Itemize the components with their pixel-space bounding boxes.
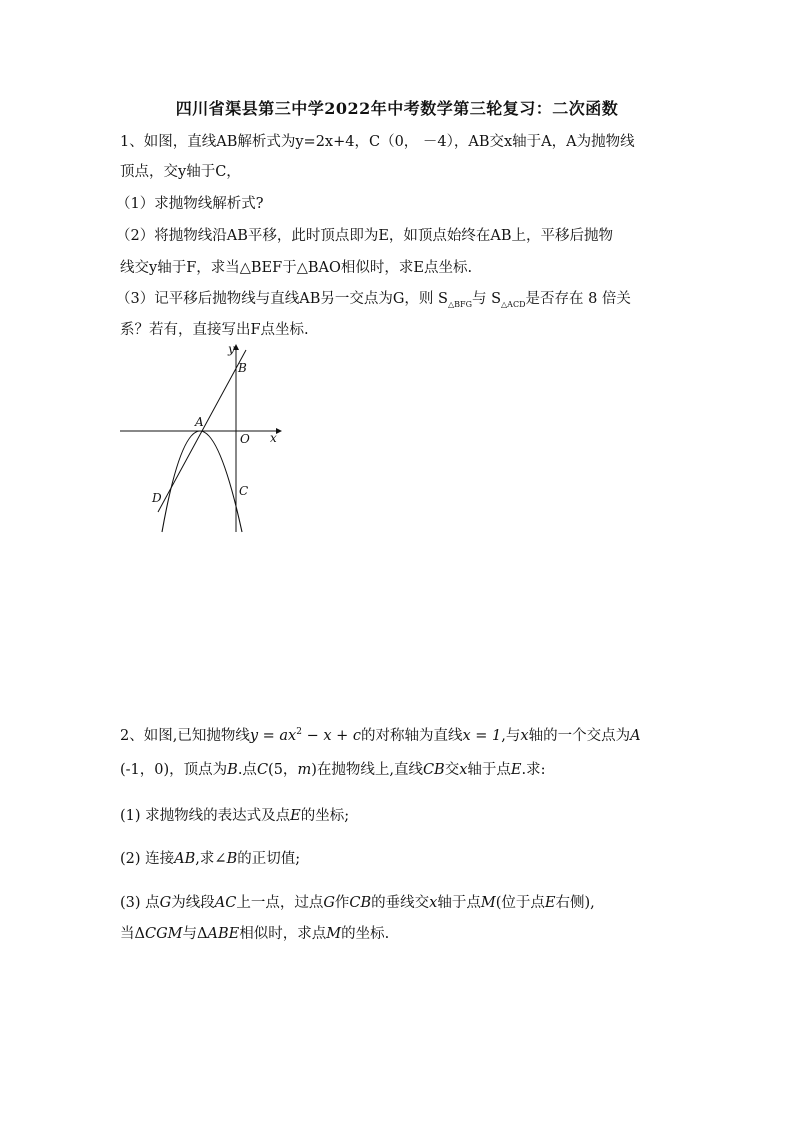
- q2-math: x: [520, 728, 529, 744]
- q2-line2: [120, 758, 545, 779]
- label-c: C: [239, 484, 249, 498]
- label-x: x: [270, 431, 277, 445]
- page-title: 四川省渠县第三中学2022年中考数学第三轮复习：二次函数: [175, 99, 619, 118]
- q2-text: (1) 求抛物线的表达式及点: [120, 808, 291, 824]
- q1-part2a: （2）将抛物线沿AB平移，此时顶点即为E，如顶点始终在AB上，平移后抛物: [116, 228, 614, 244]
- x-axis-arrow: [276, 428, 282, 434]
- q2-math: B: [227, 762, 238, 778]
- q2-math: M: [326, 926, 342, 942]
- q2-text: (5，: [268, 762, 298, 778]
- q2-text: ,与: [501, 728, 521, 744]
- parabola-figure: [118, 342, 288, 537]
- q1-part3a: [116, 287, 631, 308]
- q2-math: E: [510, 762, 522, 778]
- label-d: D: [152, 491, 162, 505]
- q2-math: B: [226, 851, 238, 867]
- q2-math: x: [429, 895, 438, 911]
- q2-math: AC: [214, 895, 237, 911]
- q2-text: 上一点，过点: [236, 895, 324, 911]
- label-a: A: [195, 415, 204, 429]
- q2-math: G: [159, 895, 172, 911]
- q2-text: 相似时，求点: [239, 926, 327, 942]
- q2-text: 的垂线交: [371, 895, 430, 911]
- q2-text: (-1，0)，顶点为: [120, 762, 228, 778]
- q2-math: x: [459, 762, 468, 778]
- q1-part3a-mid: 与 S: [471, 291, 502, 307]
- q1-line2: 顶点，交y轴于C，: [120, 164, 241, 180]
- q1-part3a-sub1: △BFG: [447, 299, 472, 309]
- q2-text: .点: [237, 762, 257, 778]
- label-o: O: [240, 432, 250, 446]
- q2-math: CB: [422, 762, 445, 778]
- q2-text: 轴的一个交点为: [528, 728, 631, 744]
- label-y: y: [228, 342, 235, 356]
- q2-math: M: [480, 895, 496, 911]
- q2-math: ABE: [207, 926, 240, 942]
- q2-text: 轴于点: [467, 762, 511, 778]
- q2-text: 为线段: [171, 895, 215, 911]
- q2-math: m: [297, 762, 312, 778]
- q2-part2: [120, 847, 300, 868]
- q1-part3b: 系？若有，直接写出F点坐标.: [120, 322, 309, 338]
- q2-line1: [120, 724, 641, 745]
- q2-math: C: [256, 762, 269, 778]
- q2-part3b: [120, 922, 389, 943]
- q2-math: CB: [349, 895, 372, 911]
- q2-text: 的正切值;: [237, 851, 301, 867]
- q2-math: AB: [174, 851, 196, 867]
- q2-text: (2) 连接: [120, 851, 175, 867]
- q2-text: )在抛物线上,直线: [311, 762, 423, 778]
- q2-text: 的坐标;: [300, 808, 350, 824]
- q2-sup: 2: [296, 727, 302, 738]
- q2-math: A: [630, 728, 641, 744]
- q2-text: 当Δ: [120, 926, 145, 942]
- q2-math: E: [544, 895, 556, 911]
- q1-line1: 1、如图，直线AB解析式为y=2x+4，C（0， －4），AB交x轴于A，A为抛物线: [120, 134, 635, 150]
- q2-math: − x + c: [301, 728, 362, 744]
- q2-text: 右侧),: [555, 895, 595, 911]
- q1-part3a-sub2: △ACD: [501, 299, 526, 309]
- label-b: B: [238, 361, 247, 375]
- q2-text: 的坐标.: [341, 926, 390, 942]
- q2-text: .求:: [521, 762, 546, 778]
- q1-part1: （1）求抛物线解析式?: [116, 196, 264, 212]
- q2-math: CGM: [144, 926, 183, 942]
- q2-text: 2、如图,已知抛物线: [120, 728, 250, 744]
- q2-text: (3) 点: [120, 895, 160, 911]
- q2-math: E: [290, 808, 301, 824]
- q1-part3a-pre: （3）记平移后抛物线与直线AB另一交点为G，则 S: [116, 291, 448, 307]
- q2-text: 与Δ: [182, 926, 208, 942]
- q2-text: 作: [334, 895, 350, 911]
- q2-math: y = ax: [249, 728, 297, 744]
- q2-text: 交: [444, 762, 460, 778]
- q2-part3: [120, 891, 595, 912]
- q2-part1: [120, 804, 349, 825]
- q2-text: 轴于点: [437, 895, 481, 911]
- q1-part3a-post: 是否存在 8 倍关: [525, 291, 631, 307]
- q2-math: G: [323, 895, 335, 911]
- q1-part2b: 线交y轴于F，求当△BEF于△BAO相似时，求E点坐标.: [120, 260, 473, 276]
- q2-text: 的对称轴为直线: [361, 728, 463, 744]
- q2-text: ,求∠: [195, 851, 227, 867]
- q2-text: (位于点: [495, 895, 545, 911]
- q2-math: x = 1: [462, 728, 502, 744]
